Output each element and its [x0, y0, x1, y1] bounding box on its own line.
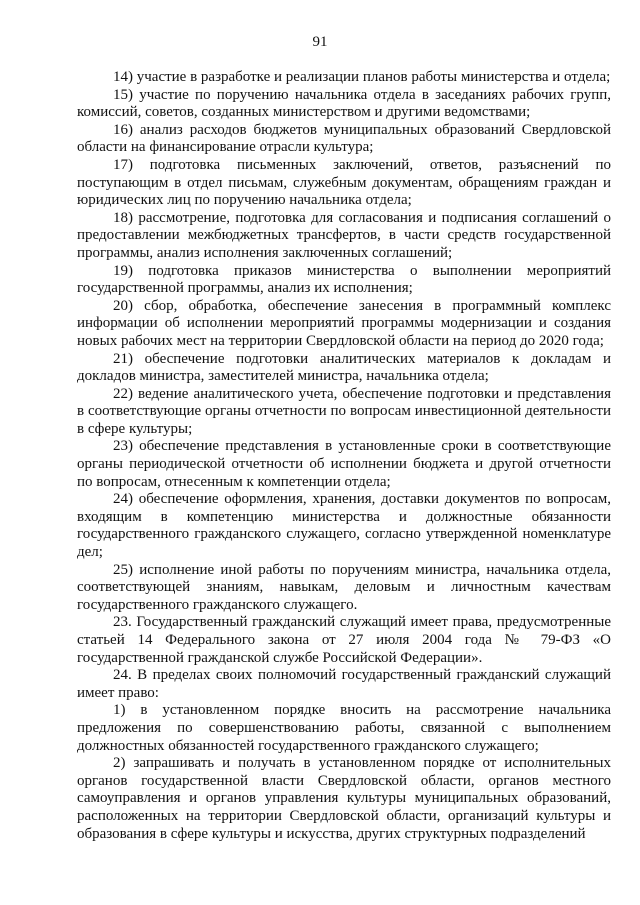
- paragraph-item-17: 17) подготовка письменных заключений, ответов, разъяснений по поступающим в отдел письмам, служебным документам, обращениям граждан и юридических лиц по поручению начальника отдела;: [77, 156, 611, 209]
- paragraph-item-19: 19) подготовка приказов министерства о выполнении мероприятий государственной программы, анализ их исполнения;: [77, 262, 611, 297]
- paragraph-item-14: 14) участие в разработке и реализации планов работы министерства и отдела;: [113, 69, 611, 85]
- document-body: [77, 69, 611, 843]
- right-item-1: 1) в установленном порядке вносить на рассмотрение начальника предложения по совершенствованию работы, связанной с выполнением должностных обязанностей государственного гражданского служащего;: [77, 702, 611, 754]
- paragraph-item-16: 16) анализ расходов бюджетов муниципальных образований Свердловской области на финансирование отрасли культура;: [77, 121, 611, 156]
- paragraph-item-22: 22) ведение аналитического учета, обеспечение подготовки и представления в соответствующие органы отчетности по вопросам инвестиционной деятельности в сфере культуры;: [77, 385, 611, 437]
- paragraph-item-18: 18) рассмотрение, подготовка для согласования и подписания соглашений о предоставлении межбюджетных трансфертов, в части средств государственной программы, анализ исполнения заключенных соглашений;: [77, 209, 611, 261]
- section-24-powers: 24. В пределах своих полномочий государственный гражданский служащий имеет право:: [77, 667, 611, 701]
- page-number: 91: [312, 34, 328, 50]
- paragraph-item-25: 25) исполнение иной работы по поручениям министра, начальника отдела, соответствующей знаниям, навыкам, деловым и личностным качествам государственного гражданского служащего.: [77, 561, 611, 613]
- paragraph-item-24: 24) обеспечение оформления, хранения, доставки документов по вопросам, входящим в компетенцию министерства и должностные обязанности государственного гражданского служащего, согласно утвержденной номенклатуре дел;: [77, 491, 611, 561]
- paragraph-item-23: 23) обеспечение представления в установленные сроки в соответствующие органы периодической отчетности об исполнении бюджета и другой отчетности по вопросам, отнесенным к компетенции отдела;: [77, 438, 611, 490]
- paragraph-item-15: 15) участие по поручению начальника отдела в заседаниях рабочих групп, комиссий, советов, созданных министерством и другими ведомствами;: [77, 86, 611, 121]
- section-23-rights: 23. Государственный гражданский служащий имеет права, предусмотренные статьей 14 Федерального закона от 27 июля 2004 года № 79-ФЗ «О государственной гражданской службе Российской Федерации».: [77, 614, 611, 666]
- paragraph-item-21: 21) обеспечение подготовки аналитических материалов к докладам и докладов министра, заместителей министра, начальника отдела;: [77, 350, 611, 385]
- right-item-2: 2) запрашивать и получать в установленном порядке от исполнительных органов государственной власти Свердловской области, органов местного самоуправления и органов управления культуры муниципальных образований, расположенных на территории Свердловской области, организаций культуры и образования в сфере культуры и искусства, других структурных подразделений: [77, 755, 611, 842]
- paragraph-item-20: 20) сбор, обработка, обеспечение занесения в программный комплекс информации об исполнении мероприятий программы модернизации и создания новых рабочих мест на территории Свердловской области на период до 2020 года;: [77, 297, 611, 349]
